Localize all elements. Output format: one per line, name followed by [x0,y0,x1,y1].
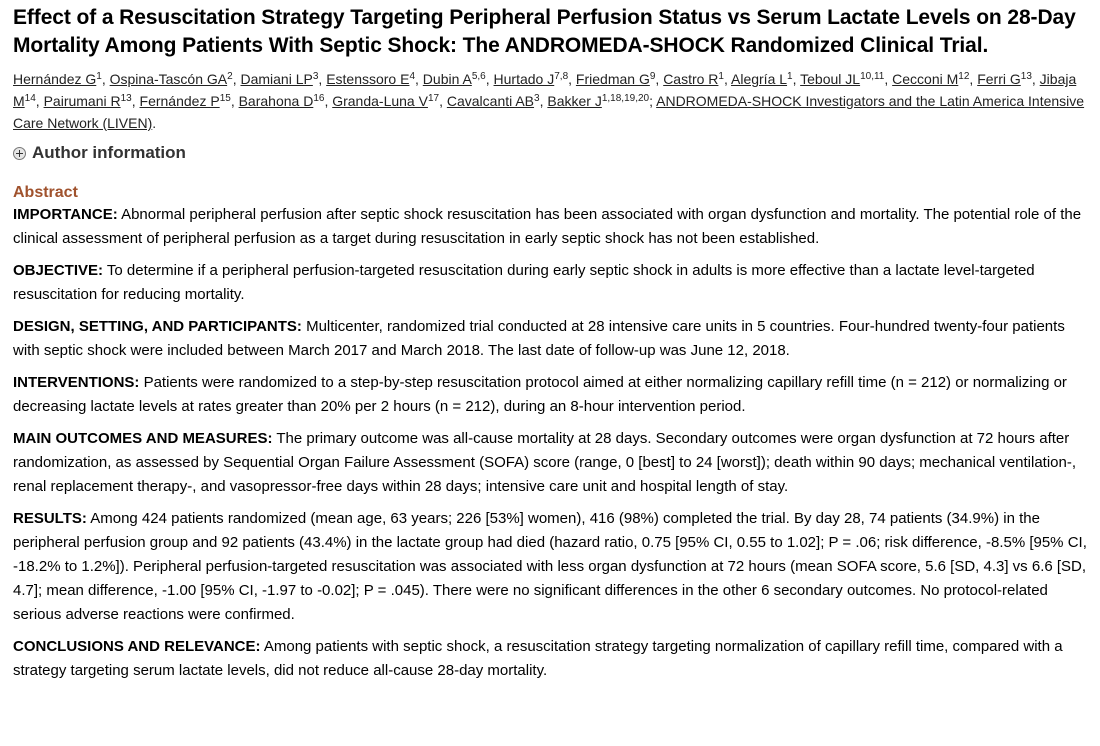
author-affiliation-number: 13 [1020,71,1032,82]
abstract-section-text: Abnormal peripheral perfusion after septic shock resuscitation has been associated with organ dysfunction and mortality. The potential role of the clinical assessment of peripheral perfusion as a target during resuscitation in early septic shock has not been established. [13,206,1082,247]
author-link[interactable]: Bakker J [547,93,602,109]
abstract-section [13,507,1087,627]
author-information-toggle[interactable] [13,143,1087,163]
author-affiliation-number: 14 [24,93,36,104]
author-affiliation-number: 3 [534,93,540,104]
abstract-section-label: RESULTS: [13,510,87,527]
author-affiliation-number: 10,11 [860,71,885,82]
author-link[interactable]: Damiani LP [240,71,313,87]
author-link[interactable]: Jibaja M [13,71,1077,109]
abstract-section-label: IMPORTANCE: [13,206,118,223]
author-list: Hernández $G^1$, Ospina-Tascón $GA^2$, Damiani $LP^3$, Estenssoro $E^4$, Dubin A$^{5,6}$, Hurtado J$^{7,8}$, Friedman $G^9$, Castro $R^1$, Alegría $L^1$, Teboul JL$^{10,11}$, Cecconi $M^{12}$, Ferri $G^{13}$, Jibaja $M^{14}$, Pairumani $R^{13}$, Fernández $P^{15}$, Barahona $D^{16}$, Granda-Luna $V^{17}$, Cavalcanti $AB^3$, Bakker J$^{1,18,19,20}$; ANDROMEDA-SHOCK Investigators and the Latin America Intensive Care Network (LIVEN). [13,71,1085,131]
abstract-section-label: MAIN OUTCOMES AND MEASURES: [13,430,273,447]
author-link[interactable]: Cecconi M [892,71,959,87]
author-link[interactable]: Barahona D [238,93,314,109]
abstract-section-text: To determine if a peripheral perfusion-targeted resuscitation during early septic shock in adults is more effective than a lactate level-targeted resuscitation for reducing mortality. [13,262,1035,303]
expand-plus-icon[interactable] [13,147,26,160]
group-author-link[interactable]: ANDROMEDA-SHOCK Investigators and the Latin America Intensive Care Network (LIVEN) [13,93,1085,131]
author-link[interactable]: Hurtado J [493,71,555,87]
author-affiliation-number: 1 [96,71,102,82]
abstract-section-text: The primary outcome was all-cause mortality at 28 days. Secondary outcomes were organ dysfunction at 72 hours after randomization, as assessed by Sequential Organ Failure Assessment (SOFA) score (range, 0 [best] to 24 [worst]); death within 90 days; mechanical ventilation-, renal replacement therapy-, and vasopressor-free days within 28 days; intensive care unit and hospital length of stay. [13,430,1077,495]
author-affiliation-number: 1 [718,71,724,82]
abstract-section [13,259,1087,307]
article-title: Effect of a Resuscitation Strategy Targeting Peripheral Perfusion Status vs Serum Lactate Levels on 28-Day Mortality Among Patients With Septic Shock: The ANDROMEDA-SHOCK Randomized Clinical Trial. [13,6,1076,57]
abstract-section [13,315,1087,363]
author-link[interactable]: Ferri G [977,71,1021,87]
author-link[interactable]: Fernández P [139,93,220,109]
author-affiliation-number: 5,6 [471,71,486,82]
author-link[interactable]: Castro R [663,71,719,87]
author-information-label: Author information [32,143,186,162]
abstract-section [13,371,1087,419]
abstract-section-label: INTERVENTIONS: [13,374,140,391]
author-link[interactable]: Friedman G [575,71,650,87]
author-link[interactable]: Dubin A [422,71,472,87]
abstract-section-label: OBJECTIVE: [13,262,104,279]
author-link[interactable]: Hernández G [13,71,97,87]
abstract-section-label: DESIGN, SETTING, AND PARTICIPANTS: [13,318,302,335]
author-affiliation-number: 1 [787,71,793,82]
author-affiliation-number: 9 [649,71,656,82]
author-affiliation-number: 12 [958,71,970,82]
abstract-section [13,203,1087,251]
author-link[interactable]: Alegría L [731,71,788,87]
author-link[interactable]: Cavalcanti AB [446,93,535,109]
author-affiliation-number: 13 [120,93,132,104]
author-link[interactable]: Pairumani R [43,93,121,109]
abstract-section [13,427,1087,499]
abstract-heading: Abstract [13,184,78,201]
author-affiliation-number: 1,18,19,20 [601,93,650,104]
author-link[interactable]: Estenssoro E [326,71,410,87]
author-affiliation-number: 7,8 [554,71,569,82]
author-link[interactable]: Teboul JL [800,71,861,87]
author-affiliation-number: 16 [313,93,325,104]
abstract-section-text: Multicenter, randomized trial conducted at 28 intensive care units in 5 countries. Four-hundred twenty-four patients with septic shock were included between March 2017 and March 2018. The last date of follow-up was June 12, 2018. [13,318,1065,359]
author-affiliation-number: 17 [427,93,440,104]
abstract-section-label: CONCLUSIONS AND RELEVANCE: [13,638,261,655]
abstract-section-text: Among 424 patients randomized (mean age, 63 years; 226 [53%] women), 416 (98%) completed the trial. By day 28, 74 patients (34.9%) in the peripheral perfusion group and 92 patients (43.4%) in the lactate group had died (hazard ratio, 0.75 [95% CI, 0.55 to 1.02]; P = .06; risk difference, -8.5% [95% CI, -18.2% to 1.2%]). Peripheral perfusion-targeted resuscitation was associated with less organ dysfunction at 72 hours (mean SOFA score, 5.6 [SD, 4.3] vs 6.6 [SD, 4.7]; mean difference, -1.00 [95% CI, -1.97 to -0.02]; P = .045). There were no significant differences in the other 6 secondary outcomes. No protocol-related serious adverse reactions were confirmed. [13,510,1087,623]
author-link[interactable]: Ospina-Tascón GA [109,71,228,87]
author-affiliation-number: 15 [219,93,231,104]
author-affiliation-number: 3 [312,71,319,82]
author-affiliation-number: 4 [409,71,416,82]
abstract-section-text: Patients were randomized to a step-by-step resuscitation protocol aimed at either normalizing capillary refill time (n = 212) or normalizing or decreasing lactate levels at rates greater than 20% per 2 hours (n = 212), during an 8-hour intervention period. [13,374,1067,415]
abstract-body [13,203,1087,683]
author-affiliation-number: 2 [227,71,233,82]
abstract-section [13,635,1087,683]
abstract-section-text: Among patients with septic shock, a resuscitation strategy targeting normalization of capillary refill time, compared with a strategy targeting serum lactate levels, did not reduce all-cause 28-day mortality. [13,638,1063,679]
author-link[interactable]: Granda-Luna V [332,93,428,109]
